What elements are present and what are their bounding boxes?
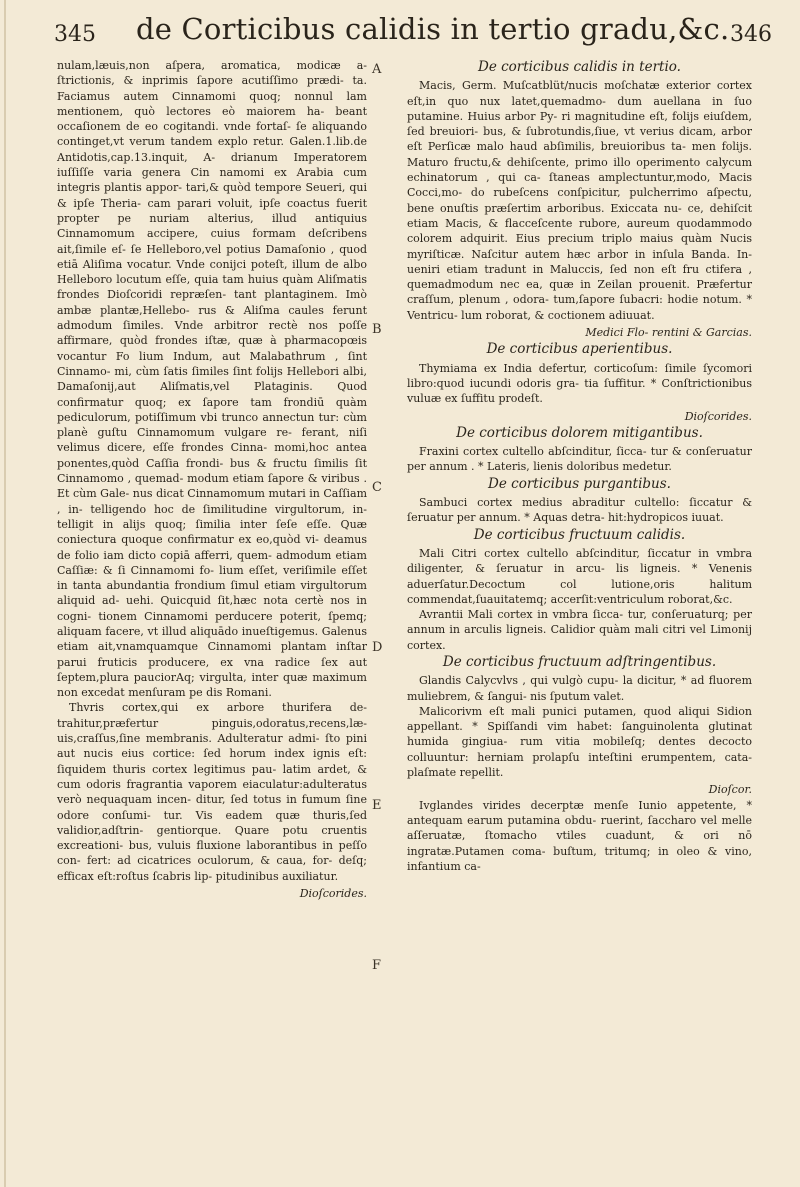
paragraph-thus-bark: Thvris cortex,qui ex arbore thurifera de- trahitur,præfertur pinguis,odoratus,recens,læ- uis,craſſus,ſine membranis. Adulteratur admi- ſto pini aut nucis eius cortice: ſed horum index ignis eſt: ſiquidem thuris cortex legitimus pau- latim ardet, & cum odoris fragrantia vaporem eiaculatur:adulteratus verò nequaquam incen- ditur, ſed totus in fumum ſine odore conſumi- tur. Vis eadem quæ thuris,ſed validior,adſtrin- gentiorque. Quare potu cruentis excreationi- bus, vuluis fluxione laborantibus in peſſo con- fert: ad cicatrices oculorum, & caua, for- deſq; efficax eſt:roſtus ſcabris lip- pitudinibus auxiliatur. <box>57 701 367 883</box>
section-title-purgantibus: De corticibus purgantibus. <box>488 475 671 492</box>
source-citation: Medici Flo- rentini & Garcias. <box>585 326 752 340</box>
source-citation: Dioſcorides. <box>684 409 752 423</box>
source-citation: Dioſcorides. <box>299 887 367 901</box>
left-column <box>57 58 367 901</box>
margin-letter-d: D <box>372 640 383 655</box>
margin-letter-a: A <box>372 62 382 77</box>
paragraph-malicorium: Malicorivm eſt mali punici putamen, quod aliqui Sidion appellant. * Spiſſandi vim habet: ſanguinolenta glutinat humida gingiua- rum vitia mobileſq; dentes decocto colluuntur: herniam prolapſu inteſtini erumpentem, cata- plaſmate repellit. <box>407 704 752 780</box>
paragraph-macis: Macis, Germ. Muſcatblüt/nucis moſchatæ exterior cortex eſt,in quo nux latet,quemadmo- dum auellana in ſuo putamine. Huius arbor Py- ri magnitudine eſt, folijs eiuſdem, ſed breuiori- bus, & ſubrotundis,ſiue, vt verius dicam, arbor eſt Perſicæ malo haud abſimilis, breuioribus ta- men folijs. Maturo fructu,& dehiſcente, primo illo operimento calycum echinatorum , qui ca- ſtaneas amplectuntur,modo, Macis Cocci,mo- do rubeſcens conſpicitur, pulcherrimo aſpectu, bene onuſtis præſertim arboribus. Exiccata nu- ce, dehiſcit etiam Macis, & flacceſcente rubore, aureum quodammodo colorem adquirit. Eius precium triplo maius quàm Nucis myriſticæ. Naſcitur autem hæc arbor in inſula Banda. In- ueniri etiam tradunt in Maluccis, ſed non eſt fru ctifera , quemadmodum nec ea, quæ in Zeilan prouenit. Præfertur craſſum, plenum , odora- tum,ſapore ſubacri: hodie notum. * Ventricu- lum roborat, & coctionem adiuuat. <box>407 79 752 322</box>
margin-letter-b: B <box>372 322 382 337</box>
paragraph-sambuci: Sambuci cortex medius abraditur cultello: ſiccatur & ſeruatur per annum. * Aquas detra- hit:hydropicos iuuat. <box>407 496 752 525</box>
section-title-fructuum-calidis: De corticibus fructuum calidis. <box>473 526 686 543</box>
margin-letter-f: F <box>372 958 382 973</box>
right-column <box>407 58 752 874</box>
page-header <box>40 8 780 48</box>
paragraph-mali-citri: Mali Citri cortex cultello abſcinditur, ſiccatur in vmbra diligenter, & ſeruatur in arcu- lis ligneis. * Venenis aduerſatur.Decoctum col lutione,oris halitum commendat,ſuauitatemq; accerſit:ventriculum roborat,&c. <box>407 546 752 606</box>
paragraph-aurantii: Avrantii Mali cortex in vmbra ſicca- tur, conſeruaturq; per annum in arculis ligneis. Calidior quàm mali citri vel Limonij cortex. <box>407 608 752 652</box>
binding-edge <box>4 0 6 1187</box>
margin-letter-c: C <box>372 480 382 495</box>
section-title-adstringentibus: De corticibus fructuum adſtringentibus. <box>442 653 717 670</box>
source-citation: Dioſcor. <box>708 783 752 797</box>
page-number-right: 346 <box>730 22 772 47</box>
paragraph-cinnamon: nulam,læuis,non aſpera, aromatica, modicæ a- ſtrictionis, & inprimis ſapore acutiſſimo prædi- ta. Faciamus autem Cinnamomi quoq; nonnul lam mentionem, quò lectores eò maiorem ha- beant occaſionem de eo cogitandi. vnde fortaſ- ſe aliquando continget,vt verum tandem explo retur. Galen.1.lib.de Antidotis,cap.13.inquit, A- drianum Imperatorem iuſſiſſe varia genera Cin namomi ex Arabia cum integris plantis appor- tari,& quòd tempore Seueri, qui & ipſe Theria- cam parari voluit, ipſe coactus fuerit propter pe nuriam alterius, illud antiquius Cinnamomum accipere, cuius formam deſcribens ait,ſimile eſ- ſe Helleboro,vel potius Damaſonio , quod etiā Aliſima vocatur. Vnde conijci poteſt, illum de albo Helleboro locutum eſſe, quia tam huius quàm Aliſmatis frondes Dioſcoridi repræſen- tant plantaginem. Imò ambæ plantæ,Hellebo- rus & Aliſma caules ferunt admodum ſimiles. Vnde arbitror rectè nos poſſe affirmare, quòd frondes iſtæ, quæ à pharmacopœis vocantur Fo lium Indum, aut Malabathrum , ſint Cinnamo- mi, cùm ſatis ſimiles ſint folijs Hellebori albi, Damaſonij,aut Aliſmatis,vel Plataginis. Quod confirmatur quoq; ex ſapore tam frondiū quàm pediculorum, potiſſimum vbi trunco annectun tur: cùm planè guſtu Cinnamomum vulgare re- ferant, niſi velimus dicere, eſſe frondes Cinna- momi,hoc antea ponentes,quòd Caſſia frondi- bus & fructu ſimilis ſit Cinnamomo , quemad- modum etiam ſapore & viribus . Et cùm Gale- nus dicat Cinnamomum mutari in Caſſiam , in- telligendo hoc de ſimilitudine virgultorum, in- telligit in alijs quoq; ſimilia inter ſeſe eſſe. Quæ coniectura quoque confirmatur ex eo,quòd vi- deamus de folio iam dicto copiā afferri, quem- admodum etiam Caſſiæ: & ſi Cinnamomi fo- lium eſſet, veriſimile eſſet in tanta abundantia frondium ſimul etiam virgultorum aliquid ad- uehi. Quicquid ſit,hæc nota certè nos in cogni- tionem Cinnamomi perducere poterit, ſpemq; aliquam facere, vt illud aliquādo inueſtigemus. Galenus etiam ait,vnamquamque Cinnamomi plantam inſtar parui fruticis producere, ex vna radice ſex aut ſeptem,plura pauciorAq; virgulta, inter quæ maximum non excedat menſuram pe dis Romani. <box>57 59 367 700</box>
margin-letter-e: E <box>372 798 382 813</box>
paragraph-fraxini: Fraxini cortex cultello abſcinditur, ſicca- tur & conſeruatur per annum . * Lateris, lienis doloribus medetur. <box>407 445 752 474</box>
page-number-left: 345 <box>54 22 96 47</box>
section-title-calidis: De corticibus calidis in tertio. <box>478 59 681 75</box>
section-title-dolorem: De corticibus dolorem mitigantibus. <box>456 424 703 441</box>
paragraph-thymiama: Thymiama ex India defertur, corticoſum: ſimile ſycomori libro:quod iucundi odoris gra- tia ſuffitur. * Conſtrictionibus vuluæ ex ſuffitu prodeſt. <box>407 361 752 406</box>
running-title: de Corticibus calidis in tertio gradu,&c. <box>136 12 730 46</box>
section-title-aperientibus: De corticibus aperientibus. <box>486 341 673 358</box>
paragraph-glandis: Glandis Calycvlvs , qui vulgò cupu- la dicitur, * ad fluorem muliebrem, & ſangui- nis ſputum valet. <box>407 674 752 703</box>
paragraph-iuglandes: Ivglandes virides decerptæ menſe Iunio appetente, * antequam earum putamina obdu- ruerint, ſaccharo vel melle aſſeruatæ, ſtomacho vtiles cuadunt, & ori nō ingratæ.Putamen coma- buſtum, tritumq; in oleo & vino, infantium ca- <box>407 798 752 873</box>
